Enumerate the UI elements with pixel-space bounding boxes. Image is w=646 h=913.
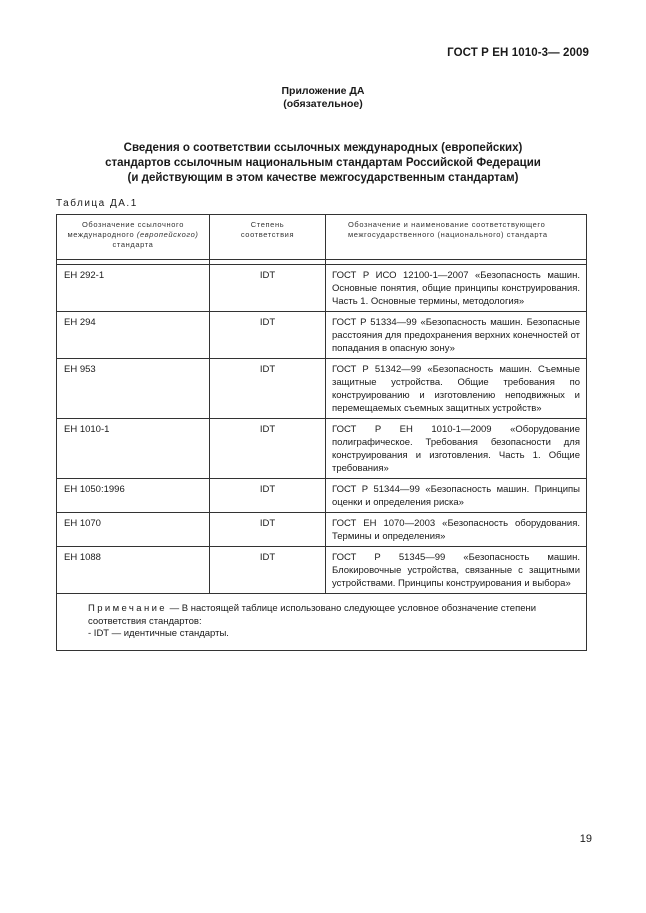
document-title [0, 141, 646, 186]
header-degree: Степень соответствия [210, 215, 326, 260]
header-international-standard: Обозначение ссылочного международного (европейского) стандарта [57, 215, 210, 260]
standard-cell: ЕН 953 [57, 359, 210, 419]
standard-cell: ЕН 1088 [57, 547, 210, 594]
degree-cell: IDT [210, 513, 326, 547]
standard-cell: ЕН 1050:1996 [57, 479, 210, 513]
note-text: — В настоящей таблице использовано следующее условное обозначение степени соответствия стандартов: [88, 603, 537, 627]
degree-cell: IDT [210, 359, 326, 419]
table-row [57, 265, 587, 312]
annex-heading [0, 85, 646, 111]
degree-cell: IDT [210, 265, 326, 312]
page-number: 19 [579, 833, 592, 845]
table-row [57, 359, 587, 419]
degree-cell: IDT [210, 479, 326, 513]
national-standard-cell: ГОСТ Р ИСО 12100-1—2007 «Безопасность машин. Основные понятия, общие принципы конструирования. Часть 1. Основные термины, методология» [326, 265, 587, 312]
table-row [57, 479, 587, 513]
title-line: стандартов ссылочным национальным стандартам Российской Федерации [105, 157, 541, 169]
annex-status: (обязательное) [283, 98, 363, 110]
table-row [57, 312, 587, 359]
degree-cell: IDT [210, 419, 326, 479]
national-standard-cell: ГОСТ Р ЕН 1010-1—2009 «Оборудование полиграфическое. Требования безопасности для конструирования и изготовления. Часть 1. Общие требования» [326, 419, 587, 479]
table-note [57, 594, 587, 651]
national-standard-cell: ГОСТ Р 51344—99 «Безопасность машин. Принципы оценки и определения риска» [326, 479, 587, 513]
document-code: ГОСТ Р ЕН 1010-3— 2009 [447, 47, 589, 59]
standard-cell: ЕН 1070 [57, 513, 210, 547]
note-label: Примечание [88, 603, 167, 614]
table-note-row [57, 594, 587, 651]
table-header-row [57, 215, 587, 260]
note-item: - IDT — идентичные стандарты. [88, 628, 229, 639]
header-national-standard: Обозначение и наименование соответствующего межгосударственного (национального) стандарта [326, 215, 587, 260]
degree-cell: IDT [210, 312, 326, 359]
national-standard-cell: ГОСТ ЕН 1070—2003 «Безопасность оборудования. Термины и определения» [326, 513, 587, 547]
title-line: (и действующим в этом качестве межгосударственным стандартам) [127, 172, 519, 184]
national-standard-cell: ГОСТ Р 51342—99 «Безопасность машин. Съемные защитные устройства. Общие требования по конструированию и изготовлению неподвижных и перемещаемых съемных защитных устройств» [326, 359, 587, 419]
national-standard-cell: ГОСТ Р 51345—99 «Безопасность машин. Блокировочные устройства, связанные с защитными устройствами. Принципы конструирования и выбора» [326, 547, 587, 594]
title-line: Сведения о соответствии ссылочных международных (европейских) [123, 142, 523, 154]
correspondence-table [56, 214, 587, 651]
standard-cell: ЕН 1010-1 [57, 419, 210, 479]
standard-cell: ЕН 294 [57, 312, 210, 359]
table-row [57, 419, 587, 479]
table-caption: Таблица ДА.1 [56, 198, 138, 209]
annex-title: Приложение ДА [281, 85, 365, 97]
table-row [57, 513, 587, 547]
national-standard-cell: ГОСТ Р 51334—99 «Безопасность машин. Безопасные расстояния для предохранения верхних конечностей от попадания в опасную зону» [326, 312, 587, 359]
standard-cell: ЕН 292-1 [57, 265, 210, 312]
degree-cell: IDT [210, 547, 326, 594]
table-row [57, 547, 587, 594]
